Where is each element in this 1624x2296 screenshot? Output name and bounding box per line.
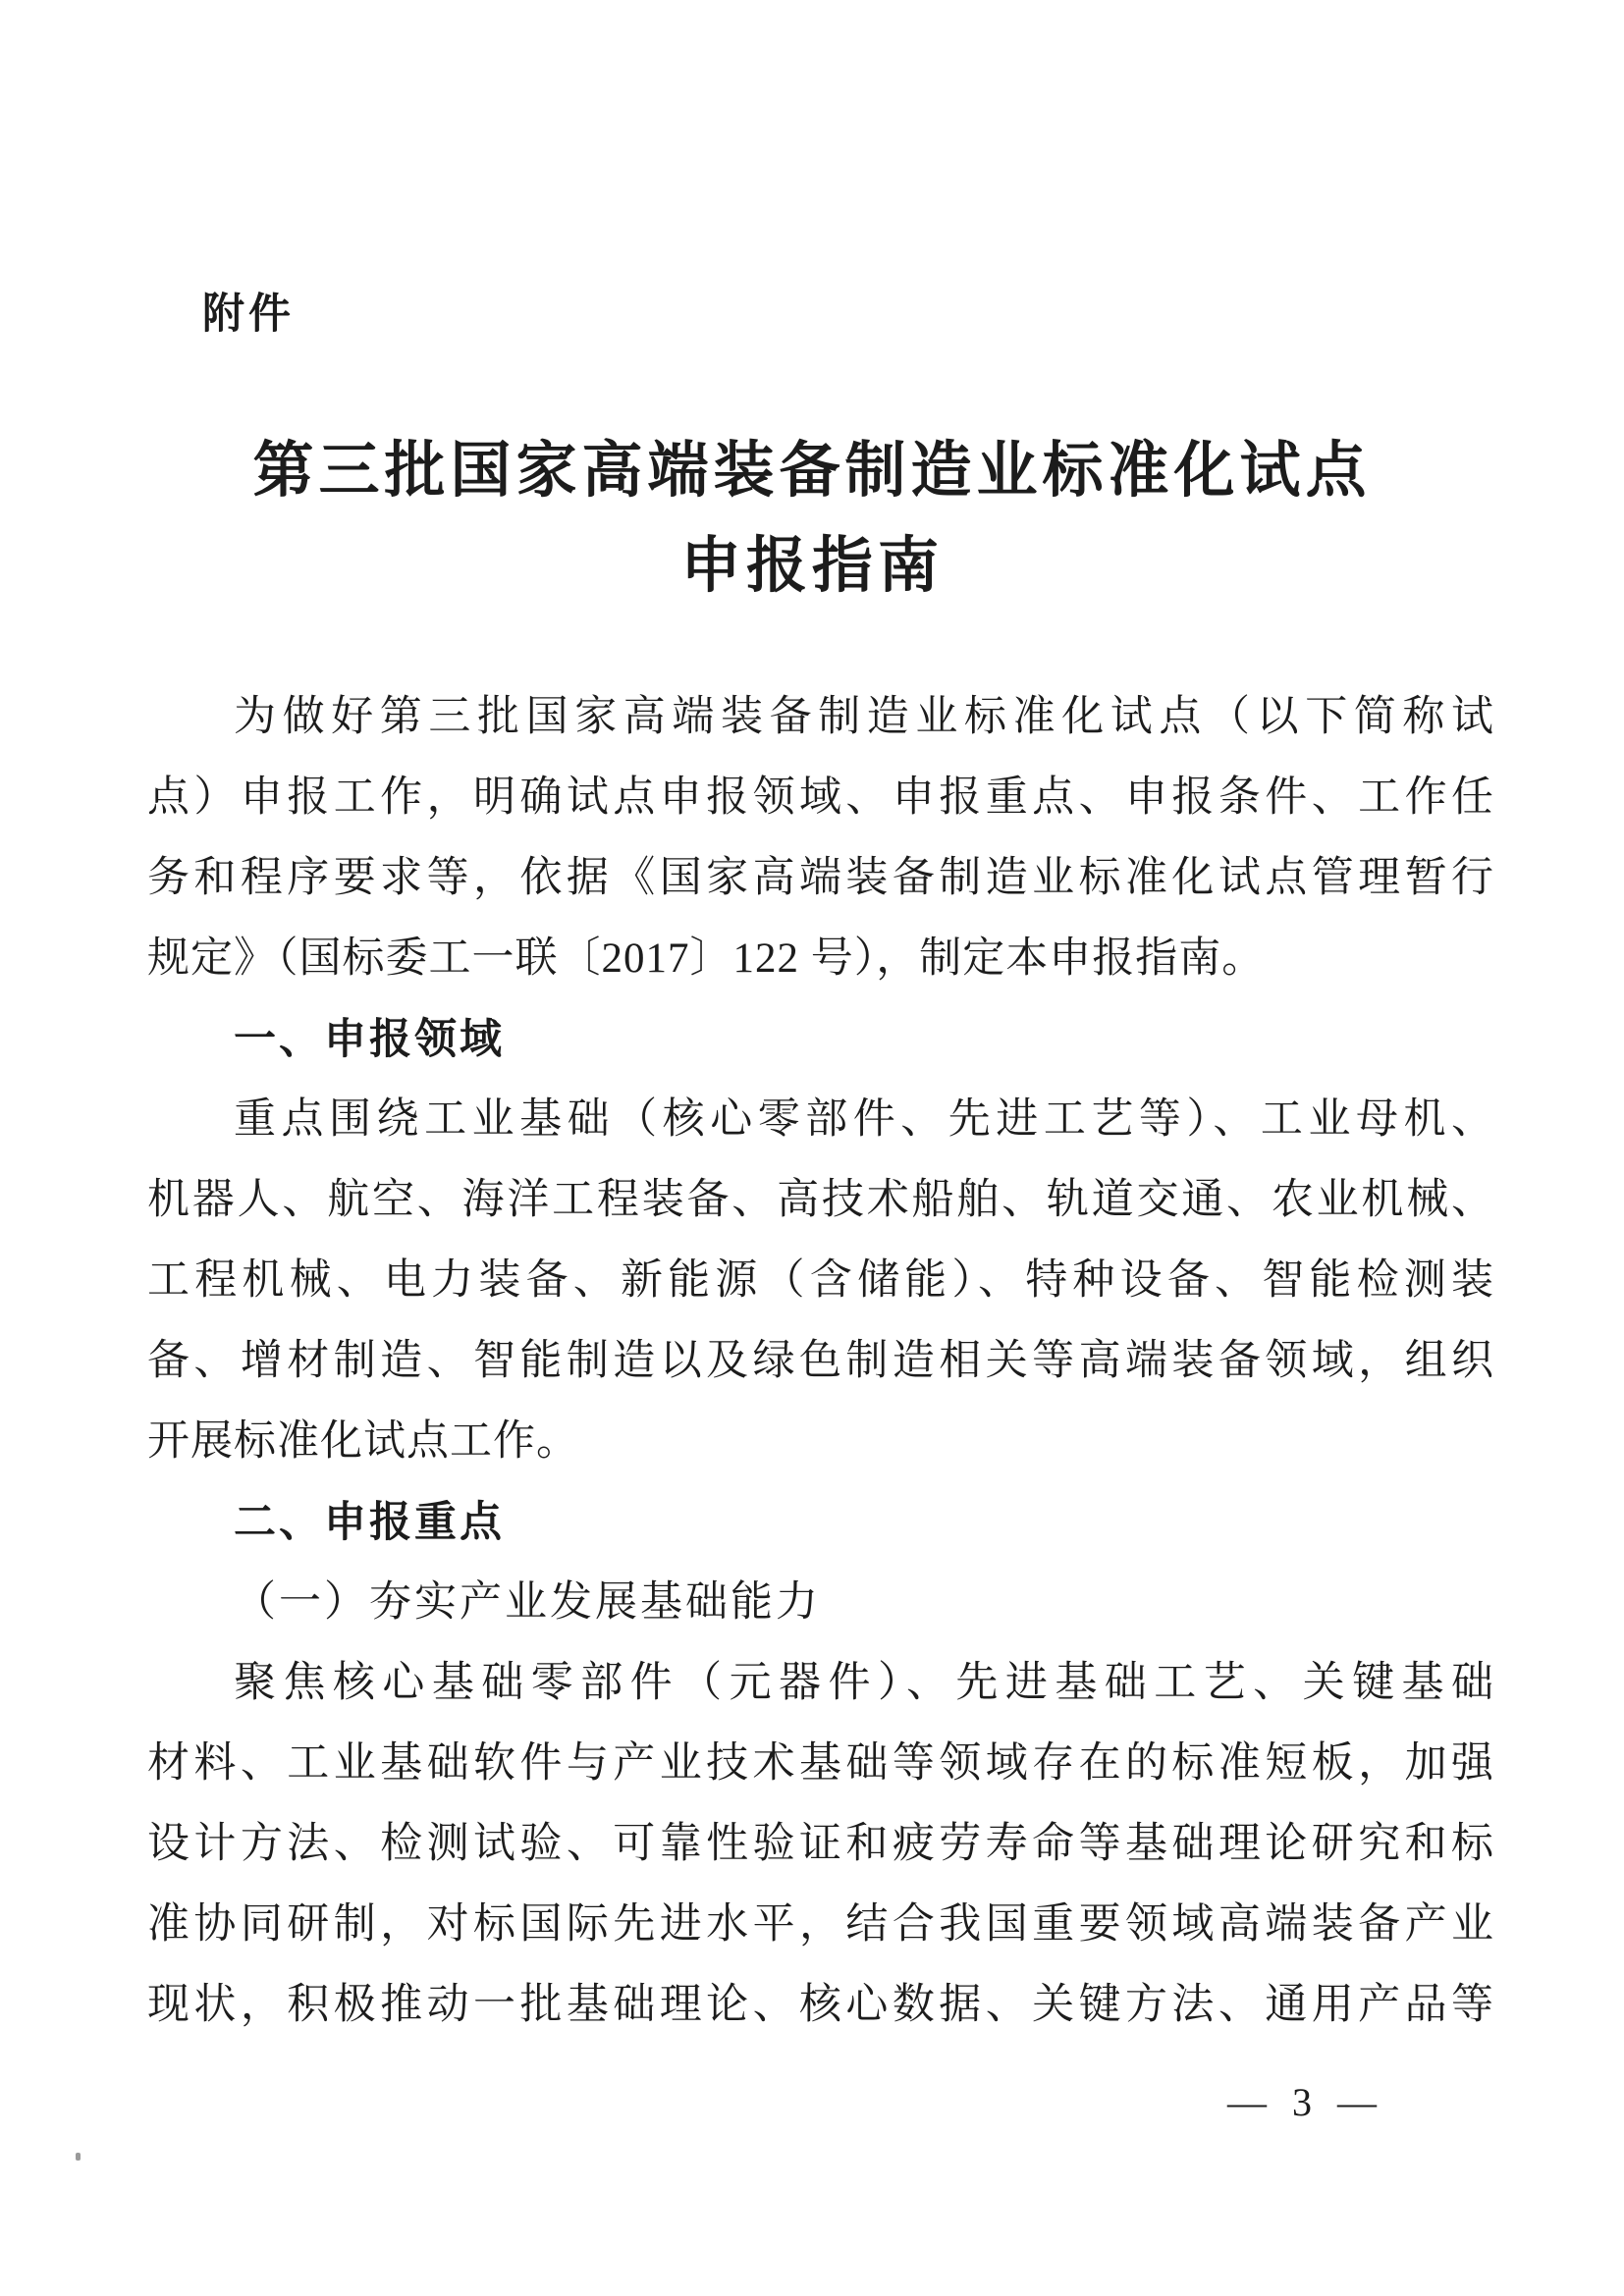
text-line: 备、增材制造、智能制造以及绿色制造相关等高端装备领域，组织 bbox=[147, 1338, 1494, 1384]
text-line: 设计方法、检测试验、可靠性验证和疲劳寿命等基础理论研究和标 bbox=[147, 1821, 1494, 1867]
document-title bbox=[0, 424, 1624, 614]
page-number: — 3 — bbox=[1227, 2080, 1384, 2124]
text-line: 规定》（国标委工一联〔2017〕122 号），制定本申报指南。 bbox=[147, 935, 1266, 982]
title-line-1: 第三批国家高端装备制造业标准化试点 bbox=[252, 438, 1372, 505]
text-line: 开展标准化试点工作。 bbox=[147, 1418, 579, 1465]
text-line: 工程机械、电力装备、新能源（含储能）、特种设备、智能检测装 bbox=[147, 1257, 1494, 1304]
title-line-2: 申报指南 bbox=[679, 533, 944, 600]
attachment-label: 附件 bbox=[202, 291, 295, 338]
text-line: 机器人、航空、海洋工程装备、高技术船舶、轨道交通、农业机械、 bbox=[147, 1177, 1494, 1223]
text-line: 为做好第三批国家高端装备制造业标准化试点（以下简称试 bbox=[234, 694, 1494, 740]
text-line: 材料、工业基础软件与产业技术基础等领域存在的标准短板，加强 bbox=[147, 1740, 1494, 1787]
text-line: 点）申报工作，明确试点申报领域、申报重点、申报条件、工作任 bbox=[147, 774, 1494, 821]
scan-speck-artifact bbox=[76, 2153, 81, 2161]
sub-heading: （一）夯实产业发展基础能力 bbox=[234, 1579, 821, 1626]
section-heading: 一、申报领域 bbox=[234, 1016, 505, 1063]
text-line: 务和程序要求等，依据《国家高端装备制造业标准化试点管理暂行 bbox=[147, 855, 1494, 901]
text-line: 准协同研制，对标国际先进水平，结合我国重要领域高端装备产业 bbox=[147, 1901, 1494, 1948]
text-line: 现状，积极推动一批基础理论、核心数据、关键方法、通用产品等 bbox=[147, 1982, 1494, 2028]
text-line: 重点围绕工业基础（核心零部件、先进工艺等）、工业母机、 bbox=[234, 1096, 1494, 1143]
section-heading: 二、申报重点 bbox=[234, 1499, 505, 1546]
text-line: 聚焦核心基础零部件（元器件）、先进基础工艺、关键基础 bbox=[234, 1660, 1494, 1706]
document-body bbox=[147, 677, 1494, 2046]
